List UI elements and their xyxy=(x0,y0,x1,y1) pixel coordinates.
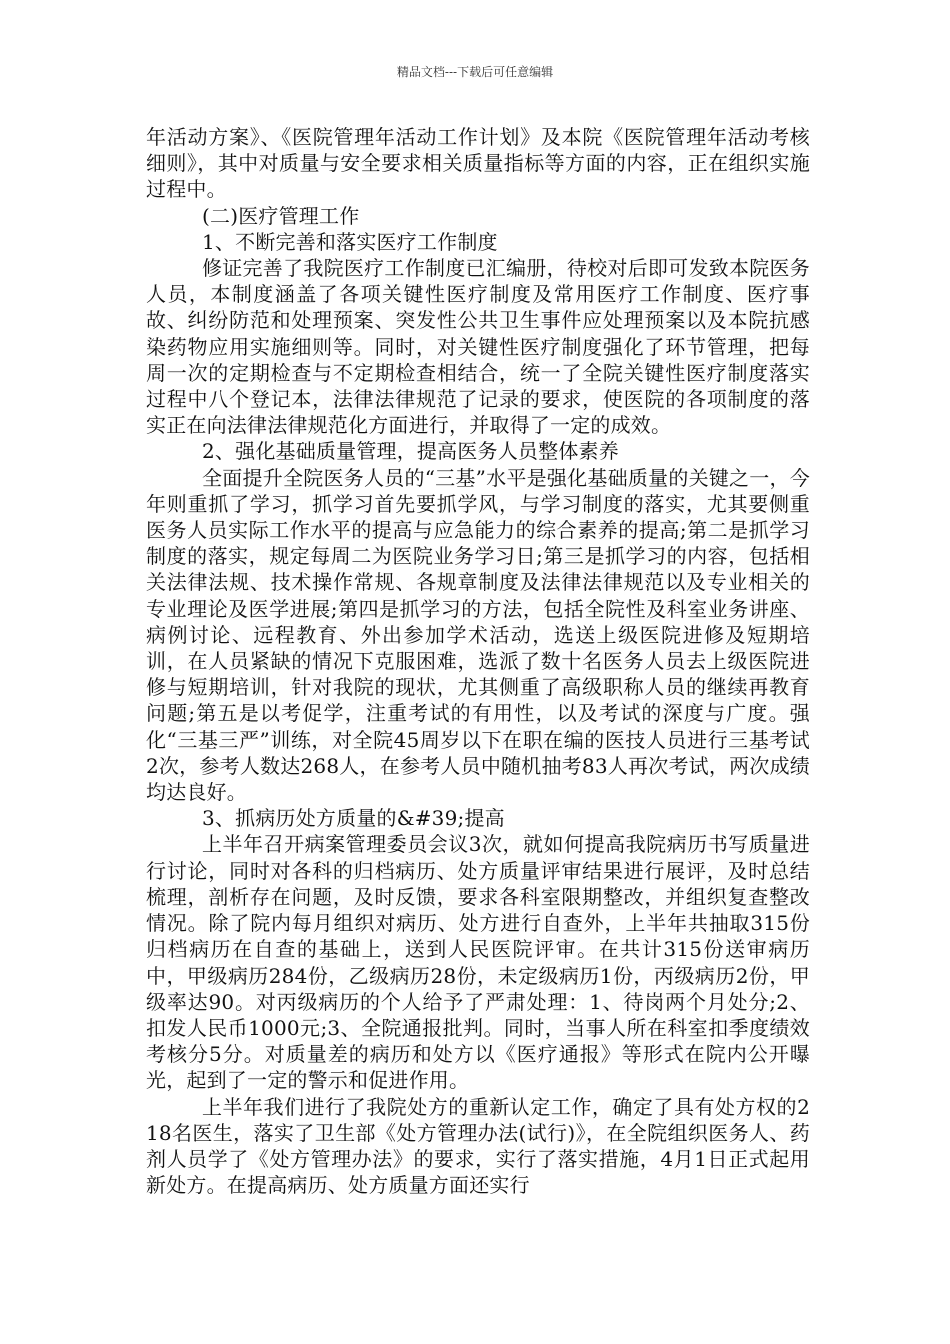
document-body xyxy=(146,124,810,1198)
paragraph-continuation: 年活动方案》、《医院管理年活动工作计划》及本院《医院管理年活动考核细则》，其中对质量与安全要求相关质量指标等方面的内容，正在组织实施过程中。 xyxy=(146,125,810,202)
subheading-basic-quality: 2、强化基础质量管理，提高医务人员整体素养 xyxy=(202,439,619,464)
page-header: 精品文档---下载后可任意编辑 xyxy=(396,65,554,79)
paragraph-prescription: 上半年我们进行了我院处方的重新认定工作，确定了具有处方权的218名医生，落实了卫生部《处方管理办法(试行)》，在全院组织医务人、药剂人员学了《处方管理办法》的要求，实行了落实措施，4月1日正式起用新处方。在提高病历、处方质量方面还实行 xyxy=(146,1094,810,1198)
paragraph-basic-quality: 全面提升全院医务人员的“三基”水平是强化基础质量的关键之一，今年则重抓了学习，抓学习首先要抓学风，与学习制度的落实，尤其要侧重医务人员实际工作水平的提高与应急能力的综合素养的提高;第二是抓学习制度的落实，规定每周二为医院业务学习日;第三是抓学习的内容，包括相关法律法规、技术操作常规、各规章制度及法律法律规范以及专业相关的专业理论及医学进展;第四是抓学习的方法，包括全院性及科室业务讲座、病例讨论、远程教育、外出参加学术活动，选送上级医院进修及短期培训，在人员紧缺的情况下克服困难，选派了数十名医务人员去上级医院进修与短期培训，针对我院的现状，尤其侧重了高级职称人员的继续再教育问题;第五是以考促学，注重考试的有用性，以及考试的深度与广度。强化“三基三严”训练，对全院45周岁以下在职在编的医技人员进行三基考试2次，参考人数达268人，在参考人员中随机抽考83人再次考试，两次成绩均达良好。 xyxy=(146,465,810,805)
paragraph-record-quality: 上半年召开病案管理委员会议3次，就如何提高我院病历书写质量进行讨论，同时对各科的归档病历、处方质量评审结果进行展评，及时总结梳理，剖析存在问题，及时反馈，要求各科室限期整改，并组织复查整改情况。除了院内每月组织对病历、处方进行自查外，上半年共抽取315份归档病历在自查的基础上，送到人民医院评审。在共计315份送审病历中，甲级病历284份，乙级病历28份，未定级病历1份，丙级病历2份，甲级率达90。对丙级病历的个人给予了严肃处理：1、待岗两个月处分;2、扣发人民币1000元;3、全院通报批判。同时，当事人所在科室扣季度绩效考核分5分。对质量差的病历和处方以《医疗通报》等形式在院内公开曝光，起到了一定的警示和促进作用。 xyxy=(146,832,810,1093)
paragraph-work-system: 修证完善了我院医疗工作制度已汇编册，待校对后即可发致本院医务人员，本制度涵盖了各项关键性医疗制度及常用医疗工作制度、医疗事故、纠纷防范和处理预案、突发性公共卫生事件应处理预案以及本院抗感染药物应用实施细则等。同时，对关键性医疗制度强化了环节管理，把每周一次的定期检查与不定期检查相结合，统一了全院关键性医疗制度落实过程中八个登记本，法律法律规范了记录的要求，使医院的各项制度的落实正在向法律法律规范化方面进行，并取得了一定的成效。 xyxy=(146,256,810,438)
section-heading-medical-management: (二)医疗管理工作 xyxy=(202,203,360,228)
subheading-work-system: 1、不断完善和落实医疗工作制度 xyxy=(202,229,498,254)
subheading-record-quality: 3、抓病历处方质量的&#39;提高 xyxy=(202,806,505,831)
